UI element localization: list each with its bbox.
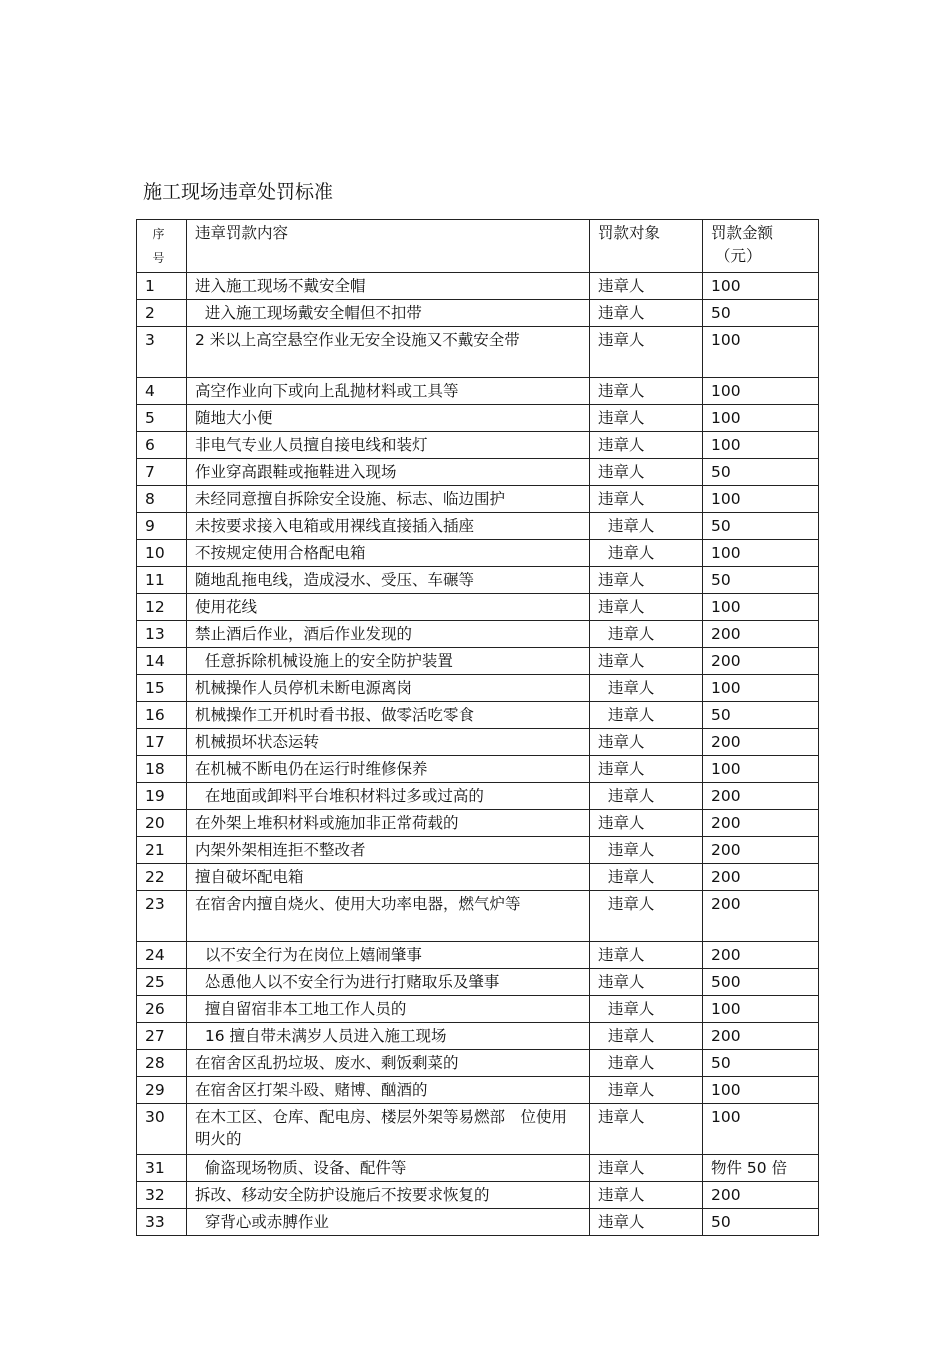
table-header-row xyxy=(137,220,819,273)
table-row xyxy=(137,1155,819,1182)
table-row xyxy=(137,300,819,327)
table-row xyxy=(137,864,819,891)
row-serial-number: 18 xyxy=(137,756,187,783)
row-penalty-amount: 200 xyxy=(703,648,819,675)
row-violation-content: 进入施工现场戴安全帽但不扣带 xyxy=(187,300,590,327)
row-violation-content: 作业穿高跟鞋或拖鞋进入现场 xyxy=(187,459,590,486)
table-row xyxy=(137,891,819,942)
row-penalty-amount: 物件 50 倍 xyxy=(703,1155,819,1182)
header-violation-content: 违章罚款内容 xyxy=(187,220,590,273)
row-penalty-amount: 100 xyxy=(703,378,819,405)
row-penalty-amount: 50 xyxy=(703,459,819,486)
row-penalty-amount: 100 xyxy=(703,486,819,513)
row-serial-number: 29 xyxy=(137,1077,187,1104)
row-penalty-target: 违章人 xyxy=(590,273,703,300)
row-violation-content: 机械操作人员停机未断电源离岗 xyxy=(187,675,590,702)
row-penalty-target: 违章人 xyxy=(590,756,703,783)
row-penalty-amount: 100 xyxy=(703,327,819,378)
row-penalty-target: 违章人 xyxy=(590,1209,703,1236)
row-violation-content: 不按规定使用合格配电箱 xyxy=(187,540,590,567)
row-penalty-target: 违章人 xyxy=(590,540,703,567)
row-penalty-amount: 100 xyxy=(703,273,819,300)
row-penalty-amount: 100 xyxy=(703,675,819,702)
header-serial-number xyxy=(137,220,187,273)
row-penalty-amount: 100 xyxy=(703,405,819,432)
header-serial-line2: 号 xyxy=(152,251,165,265)
row-penalty-target: 违章人 xyxy=(590,327,703,378)
row-violation-content: 未按要求接入电箱或用裸线直接插入插座 xyxy=(187,513,590,540)
row-penalty-amount: 200 xyxy=(703,942,819,969)
row-violation-content: 使用花线 xyxy=(187,594,590,621)
row-penalty-target: 违章人 xyxy=(590,1077,703,1104)
row-violation-content: 拆改、移动安全防护设施后不按要求恢复的 xyxy=(187,1182,590,1209)
row-violation-content: 机械损坏状态运转 xyxy=(187,729,590,756)
row-violation-content: 随地乱拖电线，造成浸水、受压、车碾等 xyxy=(187,567,590,594)
header-penalty-target: 罚款对象 xyxy=(590,220,703,273)
row-violation-content: 随地大小便 xyxy=(187,405,590,432)
row-serial-number: 22 xyxy=(137,864,187,891)
row-penalty-amount: 200 xyxy=(703,1023,819,1050)
header-amount-line2: （元） xyxy=(715,247,762,265)
row-penalty-target: 违章人 xyxy=(590,702,703,729)
row-violation-content: 偷盗现场物质、设备、配件等 xyxy=(187,1155,590,1182)
row-penalty-amount: 50 xyxy=(703,1050,819,1077)
row-serial-number: 16 xyxy=(137,702,187,729)
row-penalty-amount: 200 xyxy=(703,837,819,864)
row-penalty-amount: 200 xyxy=(703,729,819,756)
row-penalty-target: 违章人 xyxy=(590,621,703,648)
table-row xyxy=(137,273,819,300)
table-row xyxy=(137,648,819,675)
row-penalty-amount: 50 xyxy=(703,567,819,594)
row-penalty-amount: 100 xyxy=(703,540,819,567)
row-penalty-target: 违章人 xyxy=(590,837,703,864)
table-row xyxy=(137,405,819,432)
row-violation-content: 2 米以上高空悬空作业无安全设施又不戴安全带 xyxy=(187,327,590,378)
row-penalty-amount: 100 xyxy=(703,996,819,1023)
row-penalty-target: 违章人 xyxy=(590,300,703,327)
row-violation-content: 16 擅自带未满岁人员进入施工现场 xyxy=(187,1023,590,1050)
table-row xyxy=(137,675,819,702)
table-row xyxy=(137,837,819,864)
row-penalty-target: 违章人 xyxy=(590,486,703,513)
row-penalty-target: 违章人 xyxy=(590,864,703,891)
table-row xyxy=(137,1209,819,1236)
row-penalty-amount: 100 xyxy=(703,594,819,621)
row-serial-number: 5 xyxy=(137,405,187,432)
row-penalty-target: 违章人 xyxy=(590,969,703,996)
row-violation-content: 进入施工现场不戴安全帽 xyxy=(187,273,590,300)
row-penalty-amount: 50 xyxy=(703,702,819,729)
row-serial-number: 11 xyxy=(137,567,187,594)
row-penalty-target: 违章人 xyxy=(590,996,703,1023)
row-violation-content: 在宿舍区乱扔垃圾、废水、剩饭剩菜的 xyxy=(187,1050,590,1077)
row-serial-number: 21 xyxy=(137,837,187,864)
row-serial-number: 7 xyxy=(137,459,187,486)
row-penalty-target: 违章人 xyxy=(590,567,703,594)
row-penalty-target: 违章人 xyxy=(590,1050,703,1077)
table-row xyxy=(137,327,819,378)
row-penalty-amount: 200 xyxy=(703,864,819,891)
row-serial-number: 4 xyxy=(137,378,187,405)
row-serial-number: 23 xyxy=(137,891,187,942)
row-violation-content: 机械操作工开机时看书报、做零活吃零食 xyxy=(187,702,590,729)
row-penalty-amount: 50 xyxy=(703,1209,819,1236)
row-violation-content: 在木工区、仓库、配电房、楼层外架等易燃部 位使用明火的 xyxy=(187,1104,590,1155)
table-row xyxy=(137,621,819,648)
row-penalty-target: 违章人 xyxy=(590,1023,703,1050)
row-penalty-amount: 500 xyxy=(703,969,819,996)
table-row xyxy=(137,810,819,837)
row-penalty-target: 违章人 xyxy=(590,1182,703,1209)
table-row xyxy=(137,486,819,513)
row-violation-content: 在外架上堆积材料或施加非正常荷载的 xyxy=(187,810,590,837)
row-violation-content: 未经同意擅自拆除安全设施、标志、临边围护 xyxy=(187,486,590,513)
penalty-table xyxy=(136,219,819,1236)
row-violation-content: 高空作业向下或向上乱抛材料或工具等 xyxy=(187,378,590,405)
row-serial-number: 9 xyxy=(137,513,187,540)
table-row xyxy=(137,513,819,540)
row-penalty-target: 违章人 xyxy=(590,432,703,459)
row-penalty-target: 违章人 xyxy=(590,1104,703,1155)
table-row xyxy=(137,459,819,486)
row-serial-number: 20 xyxy=(137,810,187,837)
row-penalty-amount: 200 xyxy=(703,783,819,810)
row-serial-number: 13 xyxy=(137,621,187,648)
row-serial-number: 3 xyxy=(137,327,187,378)
table-row xyxy=(137,567,819,594)
row-penalty-amount: 200 xyxy=(703,621,819,648)
row-penalty-amount: 50 xyxy=(703,300,819,327)
row-violation-content: 擅自留宿非本工地工作人员的 xyxy=(187,996,590,1023)
row-penalty-amount: 200 xyxy=(703,810,819,837)
row-penalty-target: 违章人 xyxy=(590,891,703,942)
row-violation-content: 任意拆除机械设施上的安全防护装置 xyxy=(187,648,590,675)
header-serial-line1: 序 xyxy=(152,227,165,241)
table-row xyxy=(137,783,819,810)
row-penalty-amount: 200 xyxy=(703,1182,819,1209)
table-row xyxy=(137,432,819,459)
row-penalty-target: 违章人 xyxy=(590,729,703,756)
row-penalty-target: 违章人 xyxy=(590,513,703,540)
row-penalty-amount: 100 xyxy=(703,1104,819,1155)
row-serial-number: 24 xyxy=(137,942,187,969)
row-serial-number: 12 xyxy=(137,594,187,621)
row-serial-number: 1 xyxy=(137,273,187,300)
row-violation-content: 内架外架相连拒不整改者 xyxy=(187,837,590,864)
row-penalty-target: 违章人 xyxy=(590,459,703,486)
row-penalty-target: 违章人 xyxy=(590,648,703,675)
document-title: 施工现场违章处罚标准 xyxy=(143,181,334,203)
table-row xyxy=(137,942,819,969)
row-violation-content: 在宿舍区打架斗殴、赌博、酗酒的 xyxy=(187,1077,590,1104)
row-serial-number: 27 xyxy=(137,1023,187,1050)
row-serial-number: 6 xyxy=(137,432,187,459)
table-row xyxy=(137,969,819,996)
row-serial-number: 19 xyxy=(137,783,187,810)
row-violation-content: 擅自破坏配电箱 xyxy=(187,864,590,891)
row-violation-content: 在机械不断电仍在运行时维修保养 xyxy=(187,756,590,783)
table-row xyxy=(137,729,819,756)
table-row xyxy=(137,1182,819,1209)
row-serial-number: 15 xyxy=(137,675,187,702)
row-serial-number: 28 xyxy=(137,1050,187,1077)
row-serial-number: 26 xyxy=(137,996,187,1023)
table-row xyxy=(137,378,819,405)
table-row xyxy=(137,1104,819,1155)
row-violation-content: 穿背心或赤膊作业 xyxy=(187,1209,590,1236)
header-amount-line1: 罚款金额 xyxy=(711,224,774,242)
table-row xyxy=(137,996,819,1023)
row-penalty-target: 违章人 xyxy=(590,405,703,432)
row-violation-content: 在地面或卸料平台堆积材料过多或过高的 xyxy=(187,783,590,810)
row-serial-number: 10 xyxy=(137,540,187,567)
table-row xyxy=(137,702,819,729)
row-penalty-target: 违章人 xyxy=(590,783,703,810)
table-row xyxy=(137,594,819,621)
row-penalty-target: 违章人 xyxy=(590,1155,703,1182)
row-penalty-amount: 100 xyxy=(703,756,819,783)
row-serial-number: 33 xyxy=(137,1209,187,1236)
row-serial-number: 30 xyxy=(137,1104,187,1155)
row-penalty-target: 违章人 xyxy=(590,675,703,702)
row-violation-content: 非电气专业人员擅自接电线和装灯 xyxy=(187,432,590,459)
table-body xyxy=(137,273,819,1236)
row-penalty-amount: 100 xyxy=(703,1077,819,1104)
row-serial-number: 17 xyxy=(137,729,187,756)
row-serial-number: 2 xyxy=(137,300,187,327)
row-violation-content: 以不安全行为在岗位上嬉闹肇事 xyxy=(187,942,590,969)
row-penalty-amount: 50 xyxy=(703,513,819,540)
row-violation-content: 禁止酒后作业，酒后作业发现的 xyxy=(187,621,590,648)
row-penalty-target: 违章人 xyxy=(590,594,703,621)
table-row xyxy=(137,1077,819,1104)
row-penalty-amount: 100 xyxy=(703,432,819,459)
row-serial-number: 8 xyxy=(137,486,187,513)
row-violation-content: 在宿舍内擅自烧火、使用大功率电器，燃气炉等 xyxy=(187,891,590,942)
table-row xyxy=(137,1023,819,1050)
row-serial-number: 32 xyxy=(137,1182,187,1209)
table-row xyxy=(137,756,819,783)
header-penalty-amount xyxy=(703,220,819,273)
row-serial-number: 25 xyxy=(137,969,187,996)
row-violation-content: 怂恿他人以不安全行为进行打赌取乐及肇事 xyxy=(187,969,590,996)
row-penalty-target: 违章人 xyxy=(590,378,703,405)
row-penalty-target: 违章人 xyxy=(590,942,703,969)
row-penalty-amount: 200 xyxy=(703,891,819,942)
row-penalty-target: 违章人 xyxy=(590,810,703,837)
row-serial-number: 31 xyxy=(137,1155,187,1182)
row-serial-number: 14 xyxy=(137,648,187,675)
table-row xyxy=(137,540,819,567)
table-row xyxy=(137,1050,819,1077)
